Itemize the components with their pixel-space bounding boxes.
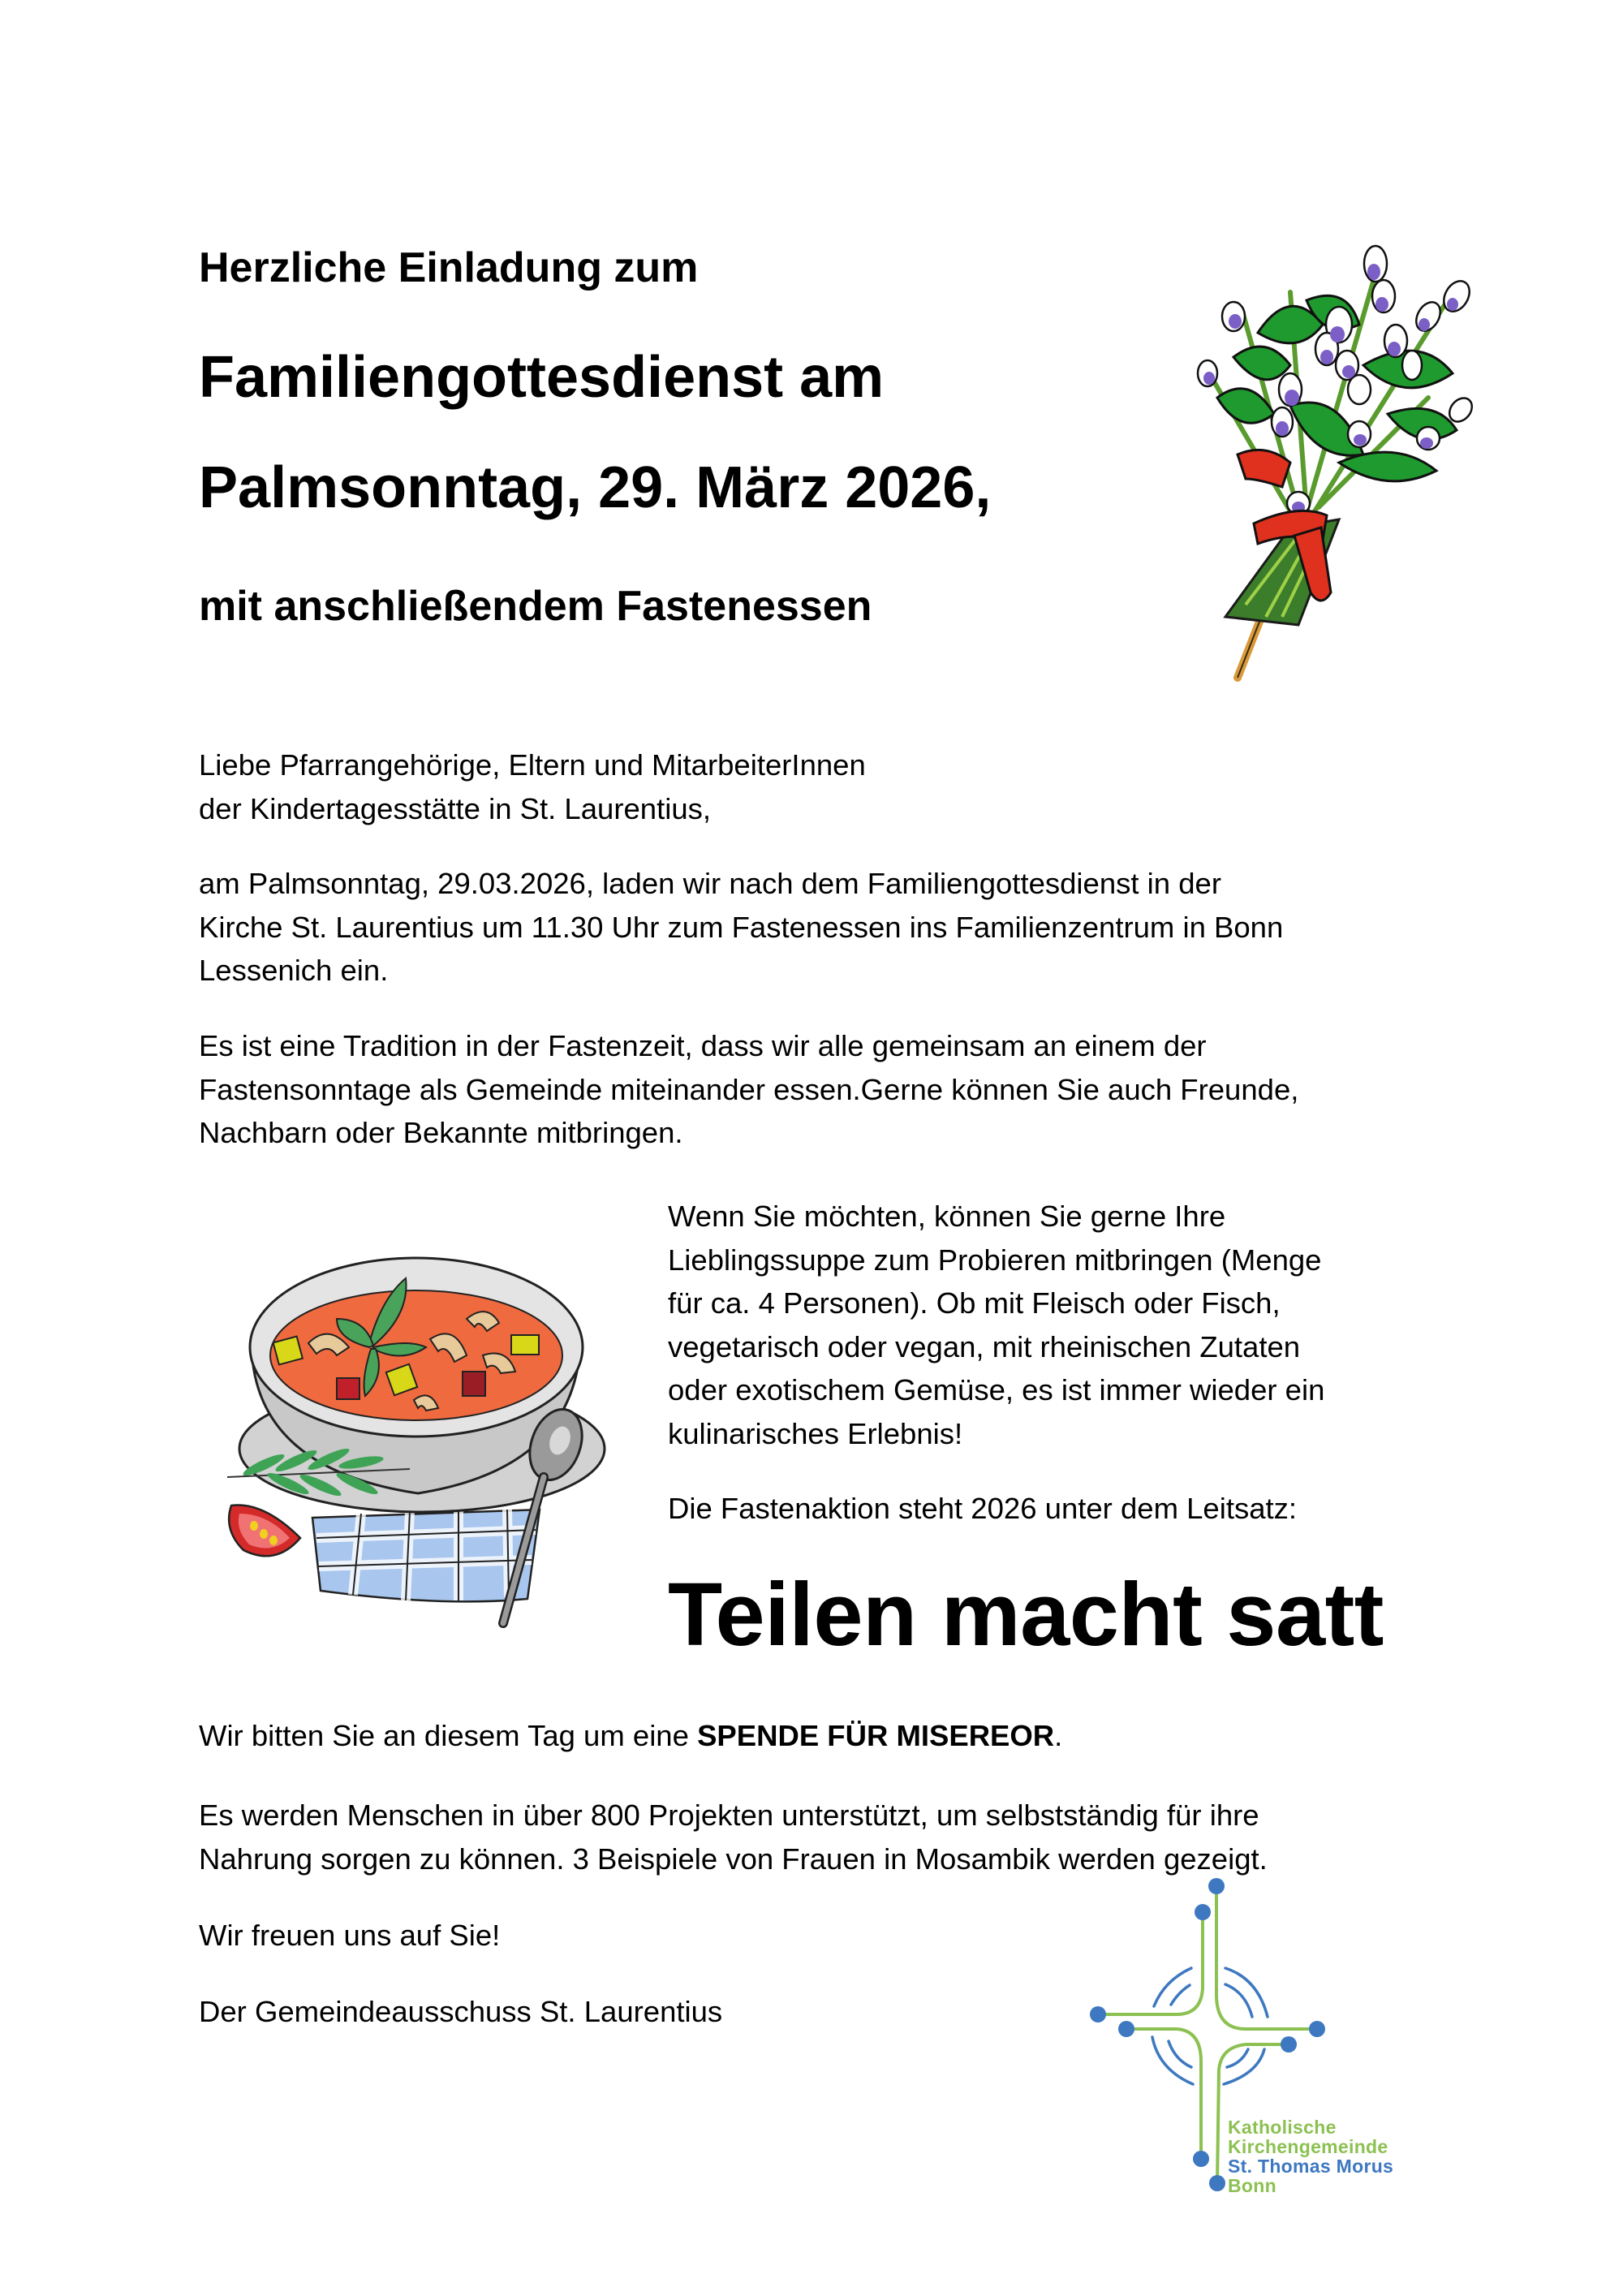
text-line: Die Fastenaktion steht 2026 unter dem Leitsatz: [668,1492,1298,1525]
parish-logo [1087,1875,1428,2199]
text-line: Wenn Sie möchten, können Sie gerne Ihre [668,1200,1226,1233]
subtitle: mit anschließendem Fastenessen [199,583,872,630]
donation-paragraph [199,1714,1062,1758]
closing-line [199,1914,500,1958]
soup-paragraph [668,1195,1324,1455]
intro-heading: Herzliche Einladung zum [199,244,699,291]
tradition-paragraph [199,1024,1298,1155]
logo-text-line2: Kirchengemeinde [1228,2136,1388,2157]
text-line: oder exotischem Gemüse, es ist immer wieder ein [668,1373,1325,1406]
text-line: am Palmsonntag, 29.03.2026, laden wir nach dem Familiengottesdienst in der [199,867,1221,900]
donation-suffix: . [1054,1719,1063,1752]
soup-bowl-icon [199,1226,637,1664]
logo-text-line1: Katholische [1228,2117,1337,2138]
palm-bouquet-icon [1177,235,1485,698]
donation-line [199,1714,1062,1758]
donation-prefix: Wir bitten Sie an diesem Tag um eine [199,1719,698,1752]
signature [199,1990,722,2034]
text-line: Wir freuen uns auf Sie! [199,1919,501,1952]
text-line: vegetarisch oder vegan, mit rheinischen Zutaten [668,1329,1301,1363]
text-line: für ca. 4 Personen). Ob mit Fleisch oder Fisch, [668,1286,1281,1320]
text-line: Fastensonntage als Gemeinde miteinander essen.Gerne können Sie auch Freunde, [199,1072,1299,1106]
greeting-line: Liebe Pfarrangehörige, Eltern und MitarbeiterInnen [199,748,866,782]
text-line: Der Gemeindeausschuss St. Laurentius [199,1995,723,2028]
greeting [199,743,866,830]
motto-slogan: Teilen macht satt [668,1565,1384,1665]
logo-text-line3: St. Thomas Morus [1228,2156,1394,2177]
page-title-line1: Familiengottesdienst am [199,345,885,410]
text-line: Lieblingssuppe zum Probieren mitbringen (Menge [668,1243,1322,1277]
logo-text-line4: Bonn [1228,2175,1276,2196]
projects-paragraph [199,1794,1268,1880]
text-line: Es werden Menschen in über 800 Projekten unterstützt, um selbstständig für ihre [199,1798,1259,1832]
motto-intro [668,1487,1297,1531]
text-line: kulinarisches Erlebnis! [668,1416,963,1450]
text-line: Lessenich ein. [199,954,389,987]
invitation-paragraph [199,862,1283,993]
soup-bowl-illustration [199,1226,637,1664]
text-line: Es ist eine Tradition in der Fastenzeit, dass wir alle gemeinsam an einem der [199,1029,1207,1062]
text-line: Nachbarn oder Bekannte mitbringen. [199,1116,683,1149]
text-line: Nahrung sorgen zu können. 3 Beispiele von Frauen in Mosambik werden gezeigt. [199,1842,1268,1876]
page-title-line2: Palmsonntag, 29. März 2026, [199,455,992,520]
text-line: Kirche St. Laurentius um 11.30 Uhr zum Fastenessen ins Familienzentrum in Bonn [199,910,1284,944]
palm-bouquet-illustration [1177,235,1485,698]
donation-emphasis: SPENDE FÜR MISEREOR [697,1719,1055,1752]
greeting-line: der Kindertagesstätte in St. Laurentius, [199,791,712,825]
